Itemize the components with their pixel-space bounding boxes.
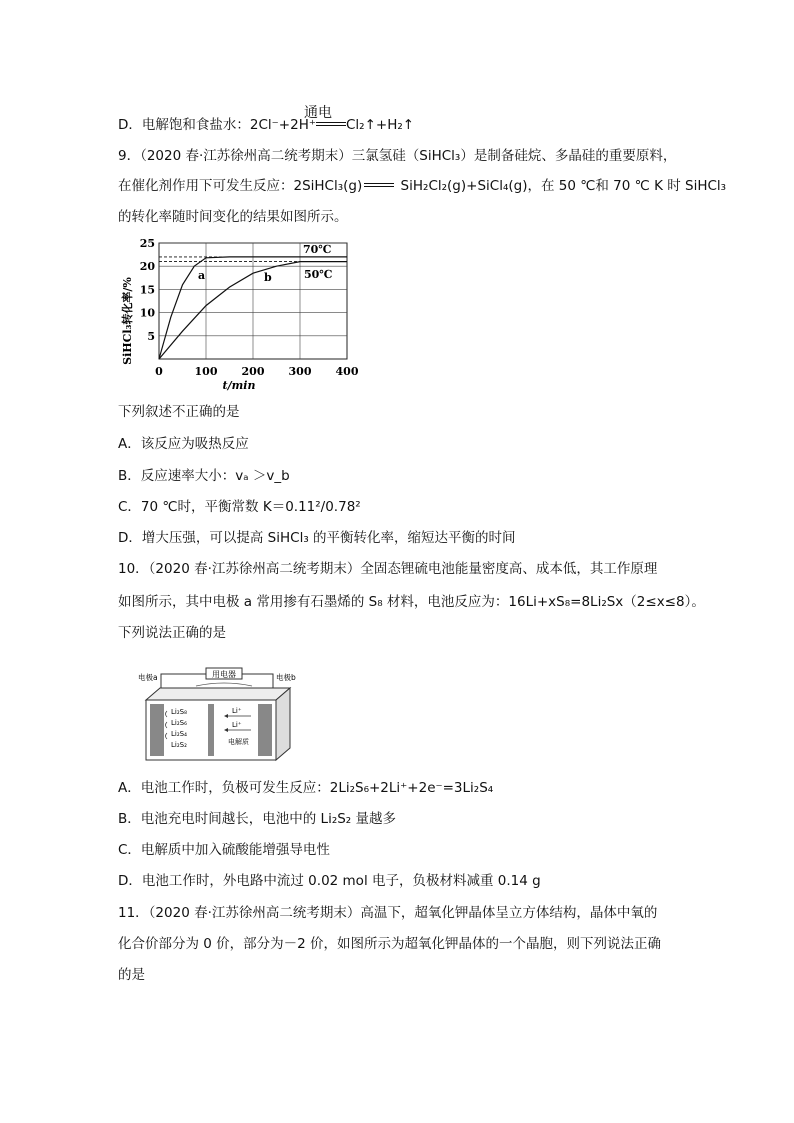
q9-option-c: C．70 ℃时，平衡常数 K＝0.11²/0.78² (118, 499, 361, 515)
appliance-label: 用电器 (212, 670, 236, 679)
species-4: Li₂S₂ (171, 741, 187, 749)
x-tick-label: 200 (241, 365, 265, 378)
chart-point-b: b (264, 271, 272, 284)
y-tick-label: 10 (139, 306, 155, 320)
q11-line1: 11．（2020 春·江苏徐州高二统考期末）高温下，超氧化钾晶体呈立方体结构，晶体中氧的 (118, 905, 658, 921)
q10-option-d: D．电池工作时，外电路中流过 0.02 mol 电子，负极材料减重 0.14 g (118, 873, 541, 889)
chart-y-label: SiHCl₃转化率/% (121, 277, 134, 365)
q9-line2a: 在催化剂作用下可发生反应：2SiHCl₃(g) (118, 178, 363, 194)
y-tick-label: 20 (139, 260, 155, 274)
reaction-arrow (364, 180, 394, 192)
q9-line3: 的转化率随时间变化的结果如图所示。 (118, 209, 348, 225)
q10-option-a: A．电池工作时，负极可发生反应：2Li₂S₆+2Li⁺+2e⁻=3Li₂S₄ (118, 780, 494, 796)
electron-flow-arrow (196, 683, 252, 686)
q9-option-a: A．该反应为吸热反应 (118, 436, 249, 452)
q8-d-condition: 通电 (304, 105, 332, 121)
q8-d-eq-right: Cl₂↑+H₂↑ (345, 117, 415, 133)
x-tick-label: 0 (155, 365, 163, 378)
q9-line1: 9．（2020 春·江苏徐州高二统考期末）三氯氢硅（SiHCl₃）是制备硅烷、多晶硅的重要原料， (118, 148, 677, 164)
chart-point-a: a (198, 269, 206, 282)
q8-option-d (118, 115, 414, 135)
electrode-b-label: 电极b (276, 673, 296, 682)
q9-stem: 下列叙述不正确的是 (118, 404, 240, 420)
q9-line2 (118, 176, 726, 196)
box-top (146, 688, 290, 700)
electrode-a-label: 电极a (138, 673, 158, 682)
q10-line3: 下列说法正确的是 (118, 625, 226, 641)
q8-d-label: D．电解饱和食盐水： (118, 117, 250, 133)
li-ion-1: Li⁺ (232, 707, 242, 715)
electrode-b-plate (258, 704, 272, 756)
species-3: Li₂S₄ (171, 730, 187, 738)
separator (208, 704, 214, 756)
q10-line2: 如图所示，其中电极 a 常用掺有石墨烯的 S₈ 材料，电池反应为：16Li+xS₈=8Li₂Sx（2≤x≤8）。 (118, 594, 705, 610)
species-1: Li₂S₈ (171, 708, 187, 716)
electrolyte-label: 电解质 (228, 738, 249, 746)
battery-diagram (136, 664, 336, 764)
chart-frame (159, 243, 347, 359)
electrode-a-plate (150, 704, 164, 756)
li-ion-2: Li⁺ (232, 721, 242, 729)
q10-option-c: C．电解质中加入硫酸能增强导电性 (118, 842, 330, 858)
x-tick-label: 300 (288, 365, 312, 378)
q10-option-b: B．电池充电时间越长，电池中的 Li₂S₂ 量越多 (118, 811, 397, 827)
q10-line1: 10．（2020 春·江苏徐州高二统考期末）全固态锂硫电池能量密度高、成本低，其工作原理 (118, 561, 658, 577)
chart-label-70: 70℃ (303, 243, 332, 256)
q11-line3: 的是 (118, 967, 145, 983)
q9-option-b: B．反应速率大小：vₐ ＞v_b (118, 468, 290, 484)
conversion-chart (118, 236, 368, 396)
y-tick-label: 25 (139, 237, 155, 250)
x-tick-label: 400 (335, 365, 359, 378)
chart-labels (140, 237, 359, 378)
q8-d-eq-left: 2Cl⁻+2H⁺ (249, 117, 316, 133)
q9-line2b: SiH₂Cl₂(g)+SiCl₄(g)，在 50 ℃和 70 ℃ K 时 SiHCl₃ (396, 178, 727, 194)
y-tick-label: 5 (147, 329, 155, 343)
x-tick-label: 100 (194, 365, 218, 378)
species-2: Li₂S₆ (171, 719, 187, 727)
chart-label-50: 50℃ (304, 268, 333, 281)
q9-option-d: D．增大压强，可以提高 SiHCl₃ 的平衡转化率，缩短达平衡的时间 (118, 530, 516, 546)
q11-line2: 化合价部分为 0 价，部分为－2 价，如图所示为超氧化钾晶体的一个晶胞，则下列说法正确 (118, 936, 662, 952)
box-side (276, 688, 290, 760)
chart-x-label: t/min (222, 379, 256, 392)
y-tick-label: 15 (139, 283, 155, 297)
